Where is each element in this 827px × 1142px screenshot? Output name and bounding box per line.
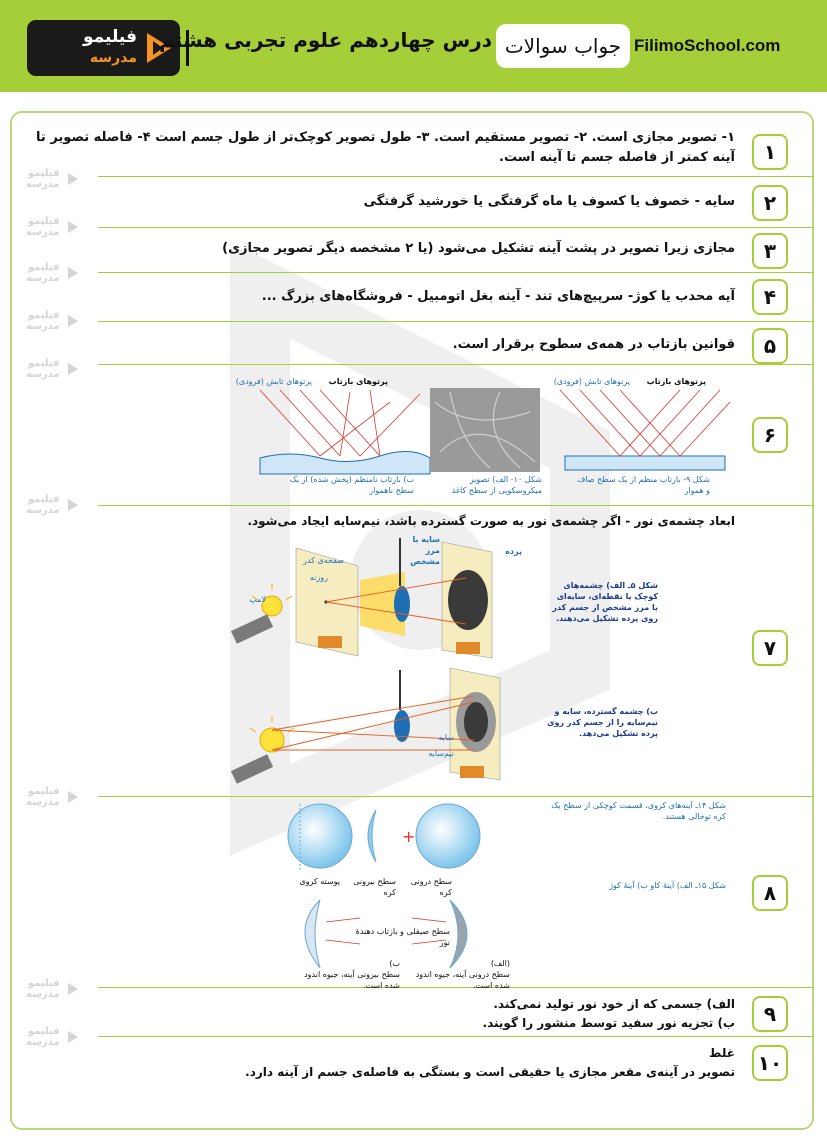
fig7-hole-label: روزنه (309, 573, 328, 582)
fig8-caption-15: شکل ۱۵ـ الف) آینهٔ کاو ب) آینهٔ کوژ (609, 881, 726, 890)
answer-3 (222, 239, 735, 259)
answer-4 (262, 287, 735, 307)
fig7-caption-b (540, 706, 658, 739)
filimo-watermark (26, 168, 80, 190)
site-url[interactable]: FilimoSchool.com (634, 36, 781, 55)
fig7-lamp-label: لامپ (249, 595, 266, 604)
filimo-play-icon (66, 789, 80, 805)
caption-line: مشخص (410, 557, 440, 566)
answer-9 (483, 995, 735, 1033)
filimo-watermark (26, 216, 80, 238)
caption-line: سطح بیرونی آینه، جیوه اندود شده است. (304, 970, 400, 990)
question-number: ۹ (752, 996, 788, 1032)
caption-line: ب) بازتاب نامنظم (پخش شده) از یک (289, 475, 414, 484)
watermark-line: مدرسه (26, 227, 60, 238)
fig7-screen-label: پرده (505, 547, 522, 556)
answer-line: الف) جسمی که از خود نور تولید نمی‌کند. (493, 997, 735, 1011)
watermark-text (26, 262, 60, 284)
fig6-reflected-label-right: پرتوهای بازتاب (646, 377, 706, 386)
filimo-watermark (26, 978, 80, 1000)
filimo-watermark (26, 310, 80, 332)
point-source-setup (231, 538, 492, 658)
watermark-line: مدرسه (26, 989, 60, 1000)
filimo-play-icon (66, 361, 80, 377)
figure-shadow (230, 530, 530, 792)
watermark-text (26, 786, 60, 808)
watermark-line: فیلیمو (27, 786, 60, 797)
filimo-play-icon (66, 313, 80, 329)
row-divider (98, 227, 814, 228)
diffuse-reflection-diagram (260, 390, 430, 474)
caption-line: کوچک یا نقطه‌ای، سایه‌ای (556, 592, 658, 601)
watermark-line: مدرسه (26, 321, 60, 332)
watermark-line: مدرسه (26, 369, 60, 380)
fig7-penumbra-label: نیم‌سایه (428, 749, 454, 758)
watermark-text (26, 358, 60, 380)
watermark-line: مدرسه (26, 273, 60, 284)
filimo-play-icon (66, 981, 80, 997)
fig8-outer-label: سطح بیرونی کره (353, 877, 396, 897)
paper-microscope-image (430, 388, 540, 472)
watermark-line: فیلیمو (27, 216, 60, 227)
svg-text:+: + (402, 827, 416, 846)
watermark-text (26, 978, 60, 1000)
header (0, 0, 827, 92)
caption-line: سایه با مرز (412, 535, 440, 555)
page-title: درس چهاردهم علوم تجربی هشتم (159, 28, 492, 52)
answer-line: ابعاد چشمه‌ی نور - اگر چشمه‌ی نور به صورت گسترده باشد، نیم‌سایه ایجاد می‌شود. (247, 514, 735, 528)
filimo-watermark (26, 358, 80, 380)
question-number: ۸ (752, 875, 788, 911)
filimo-watermark (26, 786, 80, 808)
fig7-sharp-shadow-label (400, 534, 440, 567)
caption-line: روی پرده تشکیل می‌دهند. (556, 614, 658, 623)
answer-2 (364, 192, 735, 212)
fig8-mirror-b-label (290, 958, 400, 991)
watermark-line: فیلیمو (27, 494, 60, 505)
answer-line: ۱- تصویر مجازی است. ۲- تصویر مستقیم است. ۳- طول تصویر کوچک‌تر از طول جسم است ۴- فاصله تصویر تا (36, 130, 735, 145)
row-divider (98, 364, 814, 365)
row-divider (98, 1036, 814, 1037)
caption-line: ب) چشمه گسترده، سایه و (554, 707, 658, 716)
caption-line: پرده تشکیل می‌دهد. (579, 729, 658, 738)
watermark-text (26, 310, 60, 332)
caption-line: با مرز مشخص از جسم کدر (552, 603, 658, 612)
row-divider (98, 796, 814, 797)
fig6-reflected-label-left: پرتوهای بازتاب (328, 377, 388, 386)
answer-line: ب) تجزیه نور سفید توسط منشور را گویند. (482, 1016, 735, 1030)
caption-line: سطح درونی آینه، جیوه اندود شده است. (415, 970, 510, 990)
watermark-line: مدرسه (26, 505, 60, 516)
answer-line: آیه محدب یا کوژ- سرپیچ‌های تند - آینه بغل اتومبیل - فروشگاه‌های بزرگ ... (261, 289, 735, 304)
watermark-text (26, 494, 60, 516)
answer-line: غلط (709, 1046, 735, 1060)
fig6-caption-right (560, 474, 710, 496)
caption-line: و هموار (684, 486, 710, 495)
watermark-text (26, 216, 60, 238)
caption-line: شکل ۱۰- الف) تصویر (469, 475, 542, 484)
question-number: ۱ (752, 134, 788, 170)
caption-line: کره توخالی هستند. (662, 812, 726, 821)
extended-source-setup (231, 668, 500, 784)
fig6-caption-mid (426, 474, 542, 496)
watermark-line: مدرسه (26, 797, 60, 808)
fig6-caption-left (244, 474, 414, 496)
fig7-shadow-label: سایه (438, 733, 454, 742)
fig6-incident-label-left: پرتوهای تابش (فرودی) (235, 377, 312, 386)
filimo-play-icon (66, 1029, 80, 1045)
answer-line: تصویر در آینه‌ی مقعر مجازی یا حقیقی است و بستگی به فاصله‌ی جسم از آینه دارد. (245, 1065, 735, 1079)
logo-text-bottom: مدرسه (89, 50, 137, 66)
watermark-line: فیلیمو (27, 1026, 60, 1037)
caption-line: (الف) (490, 959, 510, 968)
answer-line: آینه کمتر از فاصله جسم تا آینه است. (499, 150, 735, 165)
watermark-text (26, 1026, 60, 1048)
fig6-incident-label-right: پرتوهای تابش (فرودی) (553, 377, 630, 386)
answer-line: مجازی زیرا تصویر در پشت آینه تشکیل می‌شود (یا ۲ مشخصه دیگر تصویر مجازی) (222, 241, 735, 256)
watermark-line: فیلیمو (27, 310, 60, 321)
answer-5 (453, 335, 735, 355)
filimo-watermark (26, 1026, 80, 1048)
caption-line: شکل ۹- بازتاب منظم از یک سطح صاف (577, 475, 710, 484)
watermark-line: مدرسه (26, 1037, 60, 1048)
fig8-inner-label: سطح درونی کره (410, 877, 452, 897)
caption-line: شکل ۵ـ الف) چشمه‌های (563, 581, 658, 590)
caption-line: نیم‌سایه را از جسم کدر روی (547, 718, 658, 727)
row-divider (98, 272, 814, 273)
answer-1 (36, 128, 735, 168)
row-divider (98, 176, 814, 177)
watermark-line: فیلیمو (27, 358, 60, 369)
caption-line: ب) (389, 959, 400, 968)
regular-reflection-diagram (560, 390, 730, 470)
answer-10 (245, 1044, 735, 1082)
answer-badge: جواب سوالات (496, 24, 630, 68)
caption-line: شکل ۱۴ـ آینه‌های کروی، قسمت کوچکی از سطح یک (551, 801, 726, 810)
filimo-play-icon (66, 171, 80, 187)
answer-line: قوانین بازتاب در همه‌ی سطوح برقرار است. (452, 337, 735, 352)
filimo-school-logo[interactable] (27, 20, 180, 76)
logo-text-top: فیلیمو (82, 27, 137, 47)
row-divider (98, 505, 814, 506)
watermark-line: فیلیمو (27, 168, 60, 179)
fig7-opaque-label: صفحه‌ی کدر (303, 556, 344, 565)
question-number: ۱۰ (752, 1045, 788, 1081)
fig7-caption-a (540, 580, 658, 624)
fig8-polished-label: سطح صیقلی و بازتاب دهندهٔ نور (355, 927, 450, 947)
answer-7 (247, 511, 735, 531)
question-number: ۳ (752, 233, 788, 269)
filimo-play-icon (66, 219, 80, 235)
question-number: ۲ (752, 185, 788, 221)
watermark-line: فیلیمو (27, 978, 60, 989)
caption-line: سطح ناهموار (369, 486, 414, 495)
fig8-mirror-a-label (400, 958, 510, 991)
fig8-shell-label: پوسته کروی (299, 877, 340, 886)
watermark-line: فیلیمو (27, 262, 60, 273)
question-number: ۶ (752, 417, 788, 453)
filimo-play-icon (66, 497, 80, 513)
filimo-play-icon (66, 265, 80, 281)
fig8-caption-14 (516, 800, 726, 822)
row-divider (98, 321, 814, 322)
filimo-watermark (26, 262, 80, 284)
watermark-text (26, 168, 60, 190)
question-number: ۵ (752, 328, 788, 364)
watermark-line: مدرسه (26, 179, 60, 190)
question-number: ۴ (752, 279, 788, 315)
question-number: ۷ (752, 630, 788, 666)
caption-line: میکروسکوپی از سطح کاغذ (451, 486, 542, 495)
answer-line: سایه - خصوف یا کسوف یا ماه گرفتگی یا خورشید گرفتگی (363, 194, 735, 209)
filimo-watermark (26, 494, 80, 516)
